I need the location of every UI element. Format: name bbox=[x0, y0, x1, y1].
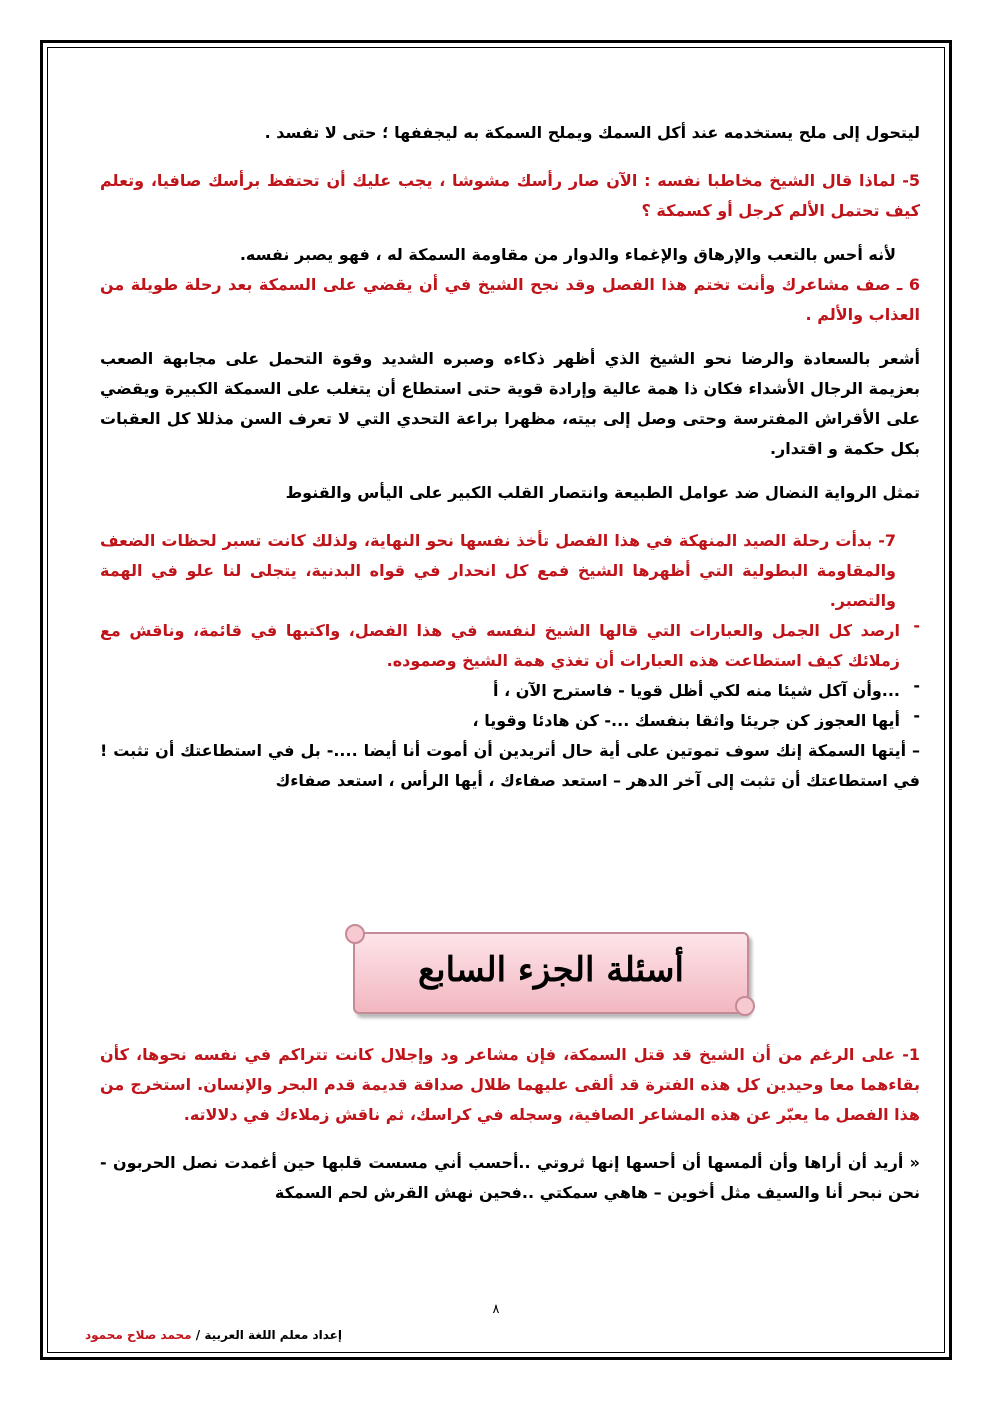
answer-6: أشعر بالسعادة والرضا نحو الشيخ الذي أظهر ذكاءه وصبره الشديد وقوة التحمل على مجابهة الصعب بعزيمة الرجال الأشداء فكان ذا همة عالية وإرادة قوية حتى استطاع أن يتغلب على السمكة الكبيرة ويقضي على الأقراش المفترسة وحتى وصل إلى بيته، مظهرا براعة التحدي التي لا تعرف السن مذللا كل العقبات بكل حكمة و اقتدار. bbox=[100, 349, 920, 458]
question-7: 7- بدأت رحلة الصيد المنهكة في هذا الفصل تأخذ نفسها نحو النهاية، ولذلك كانت تسبر لحظات الضعف والمقاومة البطولية التي أظهرها الشيخ فمع كل انحدار في قواه البدنية، يتجلى لنا علو في الهمة والتصبر. bbox=[100, 531, 896, 610]
novel-theme: تمثل الرواية النضال ضد عوامل الطبيعة وانتصار القلب الكبير على اليأس والقنوط bbox=[285, 483, 920, 502]
banner-scroll bbox=[353, 932, 749, 1014]
page-number: ٨ bbox=[492, 1302, 500, 1317]
bullet-dash: - bbox=[913, 676, 920, 695]
section-7-content bbox=[100, 1040, 920, 1208]
section-title: أسئلة الجزء السابع bbox=[418, 950, 684, 990]
footer-author: محمد صلاح محمود bbox=[85, 1328, 192, 1342]
quote-item-1 bbox=[100, 676, 920, 706]
quote-3: – أيتها السمكة إنك سوف تموتين على أية حال أتريدين أن أموت أنا أيضا ....- بل في استطاعتك أن تثبت ! في استطاعتك أن تثبت إلى آخر الدهر – استعد صفاءك ، أيها الرأس ، استعد صفاءك bbox=[100, 741, 920, 790]
page-content bbox=[100, 118, 920, 796]
scroll-curl-icon bbox=[735, 996, 755, 1016]
question-7-task-text: ارصد كل الجمل والعبارات التي قالها الشيخ لنفسه في هذا الفصل، واكتبها في قائمة، وناقش مع زملائك كيف استطاعت هذه العبارات أن تغذي همة الشيخ وصموده. bbox=[100, 621, 900, 670]
quote-2-text: أيها العجوز كن جريئا واثقا بنفسك ...- كن هادئا وقويا ، bbox=[472, 711, 900, 730]
question-5: 5- لماذا قال الشيخ مخاطبا نفسه : الآن صار رأسك مشوشا ، يجب عليك أن تحتفظ برأسك صافيا، وتعلم كيف تحتمل الألم كرجل أو كسمكة ؟ bbox=[100, 171, 920, 220]
question-6: 6 ـ صف مشاعرك وأنت تختم هذا الفصل وقد نجح الشيخ في أن يقضي على السمكة بعد رحلة طويلة من العذاب والألم . bbox=[100, 275, 920, 324]
footer-credit bbox=[85, 1328, 342, 1342]
scroll-curl-icon bbox=[345, 924, 365, 944]
quote-item-2 bbox=[100, 706, 920, 736]
bullet-dash: - bbox=[913, 706, 920, 725]
quote-1-text: ...وأن آكل شيئا منه لكي أظل قويا - فاسترح الآن ، أ bbox=[493, 681, 900, 700]
answer-5: لأنه أحس بالتعب والإرهاق والإغماء والدوار من مقاومة السمكة له ، فهو يصبر نفسه. bbox=[239, 245, 896, 264]
section-7-question-1: 1- على الرغم من أن الشيخ قد قتل السمكة، فإن مشاعر ود وإجلال كانت تتراكم في نفسه نحوها، كأن بقاءهما معا وحيدين كل هذه الفترة قد ألقى عليهما ظلال صداقة قديمة قدم البحر والإنسان. استخرج من هذا الفصل ما يعبّر عن هذه المشاعر الصافية، وسجله في كراسك، ثم ناقش زملاءك في دلالاته. bbox=[100, 1045, 920, 1124]
footer-prefix: إعداد معلم اللغة العربية / bbox=[195, 1328, 342, 1342]
question-7-task bbox=[100, 616, 920, 676]
paragraph-salt: ليتحول إلى ملح يستخدمه عند أكل السمك ويملح السمكة به ليجففها ؛ حتى لا تفسد . bbox=[264, 123, 920, 142]
section-banner bbox=[345, 922, 755, 1022]
section-7-answer-1: « أريد أن أراها وأن ألمسها أن أحسها إنها ثروتي ..أحسب أني مسست قلبها حين أغمدت نصل الحربون - نحن نبحر أنا والسيف مثل أخوين – هاهي سمكتي ..فحين نهش القرش لحم السمكة bbox=[100, 1153, 920, 1202]
bullet-dash: - bbox=[913, 616, 920, 635]
